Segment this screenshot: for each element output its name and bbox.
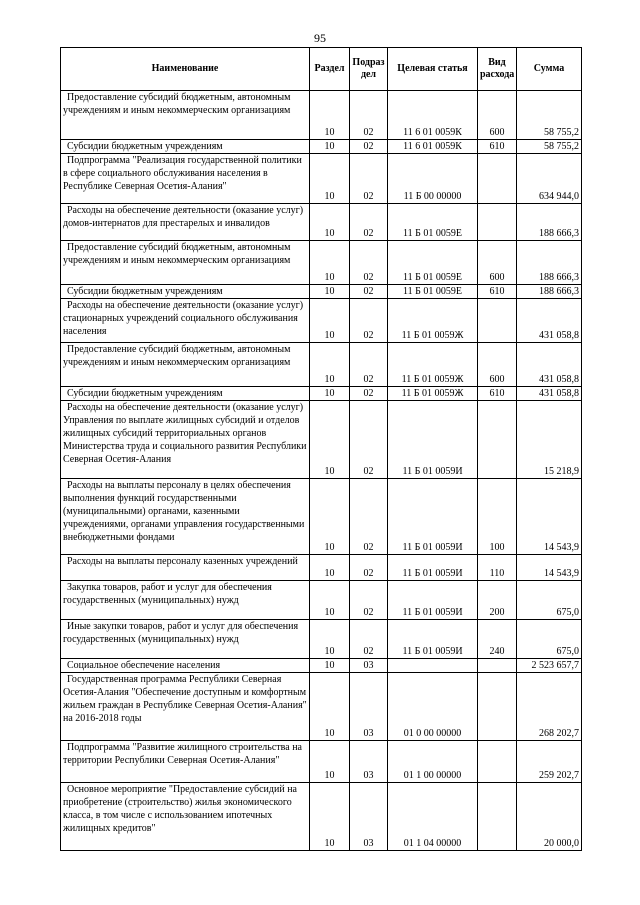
row-sum: 58 755,2 bbox=[517, 140, 582, 154]
table-row bbox=[61, 555, 582, 581]
row-section: 10 bbox=[310, 285, 350, 299]
header-sum: Сумма bbox=[517, 48, 582, 91]
table-row bbox=[61, 204, 582, 241]
row-name-text: Предоставление субсидий бюджетным, автономным учреждениям и иным некоммерческим организациям bbox=[63, 344, 291, 368]
row-target: 11 Б 01 0059И bbox=[388, 581, 478, 620]
table-row bbox=[61, 285, 582, 299]
row-name bbox=[61, 299, 310, 343]
row-type bbox=[478, 299, 517, 343]
row-sum: 634 944,0 bbox=[517, 154, 582, 204]
row-name bbox=[61, 343, 310, 387]
table-row bbox=[61, 91, 582, 140]
row-subsection: 02 bbox=[350, 620, 388, 659]
row-sum: 259 202,7 bbox=[517, 741, 582, 783]
row-subsection: 03 bbox=[350, 783, 388, 851]
row-target: 01 1 00 00000 bbox=[388, 741, 478, 783]
row-name bbox=[61, 783, 310, 851]
row-name-text: Предоставление субсидий бюджетным, автономным учреждениям и иным некоммерческим организациям bbox=[63, 92, 291, 116]
row-name-text: Основное мероприятие "Предоставление субсидий на приобретение (строительство) жилья экономического класса, в том числе с использованием ипотечных жилищных кредитов" bbox=[63, 784, 297, 834]
table-row bbox=[61, 620, 582, 659]
table-row bbox=[61, 479, 582, 555]
row-type: 100 bbox=[478, 479, 517, 555]
row-sum: 268 202,7 bbox=[517, 673, 582, 741]
row-subsection: 03 bbox=[350, 741, 388, 783]
row-sum: 14 543,9 bbox=[517, 555, 582, 581]
budget-table bbox=[60, 47, 582, 851]
row-name bbox=[61, 204, 310, 241]
header-target: Целевая статья bbox=[388, 48, 478, 91]
row-sum: 20 000,0 bbox=[517, 783, 582, 851]
row-section: 10 bbox=[310, 387, 350, 401]
row-section: 10 bbox=[310, 741, 350, 783]
row-name-text: Подпрограмма "Развитие жилищного строительства на территории Республики Северная Осетия-Алания" bbox=[63, 742, 302, 766]
row-subsection: 02 bbox=[350, 154, 388, 204]
row-target: 11 Б 01 0059Ж bbox=[388, 299, 478, 343]
row-target: 01 1 04 00000 bbox=[388, 783, 478, 851]
row-sum: 2 523 657,7 bbox=[517, 659, 582, 673]
row-type: 600 bbox=[478, 343, 517, 387]
table-row bbox=[61, 783, 582, 851]
row-type bbox=[478, 741, 517, 783]
row-name-text: Расходы на обеспечение деятельности (оказание услуг) стационарных учреждений социального обслуживания населения bbox=[63, 300, 304, 337]
row-name-text: Закупка товаров, работ и услуг для обеспечения государственных (муниципальных) нужд bbox=[63, 582, 272, 606]
table-row bbox=[61, 673, 582, 741]
row-name-text: Расходы на обеспечение деятельности (оказание услуг) Управления по выплате жилищных субсидий и отделов жилищных субсидий территориальных органов Министерства труда и социального развития Республики Северная Осетия-Алания bbox=[63, 402, 307, 465]
row-section: 10 bbox=[310, 140, 350, 154]
row-name bbox=[61, 154, 310, 204]
row-target: 01 0 00 00000 bbox=[388, 673, 478, 741]
row-sum: 188 666,3 bbox=[517, 204, 582, 241]
row-target: 11 Б 01 0059Е bbox=[388, 241, 478, 285]
table-row bbox=[61, 154, 582, 204]
row-target: 11 6 01 0059К bbox=[388, 140, 478, 154]
row-type bbox=[478, 783, 517, 851]
row-name-text: Предоставление субсидий бюджетным, автономным учреждениям и иным некоммерческим организациям bbox=[63, 242, 291, 266]
row-sum: 431 058,8 bbox=[517, 343, 582, 387]
row-type: 610 bbox=[478, 387, 517, 401]
row-name-text: Субсидии бюджетным учреждениям bbox=[67, 141, 223, 152]
row-sum: 14 543,9 bbox=[517, 479, 582, 555]
table-row bbox=[61, 387, 582, 401]
row-sum: 188 666,3 bbox=[517, 241, 582, 285]
row-section: 10 bbox=[310, 154, 350, 204]
row-sum: 675,0 bbox=[517, 620, 582, 659]
row-target: 11 Б 01 0059Ж bbox=[388, 343, 478, 387]
header-name: Наименование bbox=[61, 48, 310, 91]
row-subsection: 02 bbox=[350, 479, 388, 555]
row-target: 11 Б 01 0059Е bbox=[388, 204, 478, 241]
page-number: 95 bbox=[314, 31, 326, 45]
row-section: 10 bbox=[310, 659, 350, 673]
row-name bbox=[61, 581, 310, 620]
row-name bbox=[61, 241, 310, 285]
row-target bbox=[388, 659, 478, 673]
row-type: 200 bbox=[478, 581, 517, 620]
row-type bbox=[478, 154, 517, 204]
table-row bbox=[61, 581, 582, 620]
row-section: 10 bbox=[310, 401, 350, 479]
table-row bbox=[61, 401, 582, 479]
row-name bbox=[61, 387, 310, 401]
row-name-text: Расходы на выплаты персоналу казенных учреждений bbox=[67, 556, 298, 567]
row-section: 10 bbox=[310, 343, 350, 387]
row-name-text: Субсидии бюджетным учреждениям bbox=[67, 388, 223, 399]
row-name bbox=[61, 555, 310, 581]
row-sum: 675,0 bbox=[517, 581, 582, 620]
row-type: 610 bbox=[478, 140, 517, 154]
row-name bbox=[61, 401, 310, 479]
row-subsection: 02 bbox=[350, 343, 388, 387]
row-sum: 15 218,9 bbox=[517, 401, 582, 479]
row-name-text: Иные закупки товаров, работ и услуг для обеспечения государственных (муниципальных) нужд bbox=[63, 621, 299, 645]
row-name bbox=[61, 91, 310, 140]
row-sum: 58 755,2 bbox=[517, 91, 582, 140]
row-target: 11 Б 01 0059Е bbox=[388, 285, 478, 299]
row-name bbox=[61, 479, 310, 555]
row-section: 10 bbox=[310, 620, 350, 659]
header-type: Вид расхода bbox=[478, 48, 517, 91]
table-row bbox=[61, 140, 582, 154]
row-name bbox=[61, 140, 310, 154]
row-subsection: 03 bbox=[350, 673, 388, 741]
row-type bbox=[478, 673, 517, 741]
table-header-row bbox=[61, 48, 582, 91]
row-section: 10 bbox=[310, 299, 350, 343]
row-type: 600 bbox=[478, 241, 517, 285]
row-section: 10 bbox=[310, 673, 350, 741]
row-name-text: Подпрограмма "Реализация государственной политики в сфере социального обслуживания населения в Республике Северная Осетия-Алания" bbox=[63, 155, 302, 192]
row-name-text: Расходы на обеспечение деятельности (оказание услуг) домов-интернатов для престарелых и инвалидов bbox=[63, 205, 304, 229]
row-target: 11 Б 00 00000 bbox=[388, 154, 478, 204]
row-type bbox=[478, 659, 517, 673]
row-sum: 431 058,8 bbox=[517, 387, 582, 401]
table-row bbox=[61, 299, 582, 343]
row-subsection: 02 bbox=[350, 91, 388, 140]
row-target: 11 Б 01 0059И bbox=[388, 401, 478, 479]
row-section: 10 bbox=[310, 555, 350, 581]
header-subsection: Подраз дел bbox=[350, 48, 388, 91]
row-name-text: Субсидии бюджетным учреждениям bbox=[67, 286, 223, 297]
row-section: 10 bbox=[310, 204, 350, 241]
row-subsection: 02 bbox=[350, 581, 388, 620]
row-name bbox=[61, 673, 310, 741]
row-subsection: 02 bbox=[350, 204, 388, 241]
row-name-text: Государственная программа Республики Северная Осетия-Алания "Обеспечение доступным и комфортным жильем граждан в Республике Северная Осетия-Алания" на 2016-2018 годы bbox=[63, 674, 307, 724]
row-target: 11 Б 01 0059Ж bbox=[388, 387, 478, 401]
table-row bbox=[61, 343, 582, 387]
row-sum: 188 666,3 bbox=[517, 285, 582, 299]
row-section: 10 bbox=[310, 91, 350, 140]
row-subsection: 02 bbox=[350, 299, 388, 343]
row-type bbox=[478, 204, 517, 241]
row-section: 10 bbox=[310, 783, 350, 851]
row-subsection: 02 bbox=[350, 140, 388, 154]
row-type bbox=[478, 401, 517, 479]
row-target: 11 Б 01 0059И bbox=[388, 555, 478, 581]
row-section: 10 bbox=[310, 241, 350, 285]
row-subsection: 02 bbox=[350, 387, 388, 401]
row-subsection: 02 bbox=[350, 241, 388, 285]
row-type: 240 bbox=[478, 620, 517, 659]
row-subsection: 03 bbox=[350, 659, 388, 673]
table-row bbox=[61, 659, 582, 673]
row-name-text: Расходы на выплаты персоналу в целях обеспечения выполнения функций государственными (муниципальными) органами, казенными учреждениями, органами управления государственными внебюджетными фондами bbox=[63, 480, 305, 543]
row-target: 11 Б 01 0059И bbox=[388, 479, 478, 555]
row-section: 10 bbox=[310, 581, 350, 620]
row-name-text: Социальное обеспечение населения bbox=[67, 660, 221, 671]
row-name bbox=[61, 659, 310, 673]
row-type: 110 bbox=[478, 555, 517, 581]
row-type: 610 bbox=[478, 285, 517, 299]
table-row bbox=[61, 741, 582, 783]
row-target: 11 6 01 0059К bbox=[388, 91, 478, 140]
row-name bbox=[61, 620, 310, 659]
row-subsection: 02 bbox=[350, 401, 388, 479]
header-section: Раздел bbox=[310, 48, 350, 91]
row-type: 600 bbox=[478, 91, 517, 140]
table-row bbox=[61, 241, 582, 285]
row-section: 10 bbox=[310, 479, 350, 555]
row-sum: 431 058,8 bbox=[517, 299, 582, 343]
row-name bbox=[61, 285, 310, 299]
row-target: 11 Б 01 0059И bbox=[388, 620, 478, 659]
row-subsection: 02 bbox=[350, 555, 388, 581]
row-name bbox=[61, 741, 310, 783]
row-subsection: 02 bbox=[350, 285, 388, 299]
